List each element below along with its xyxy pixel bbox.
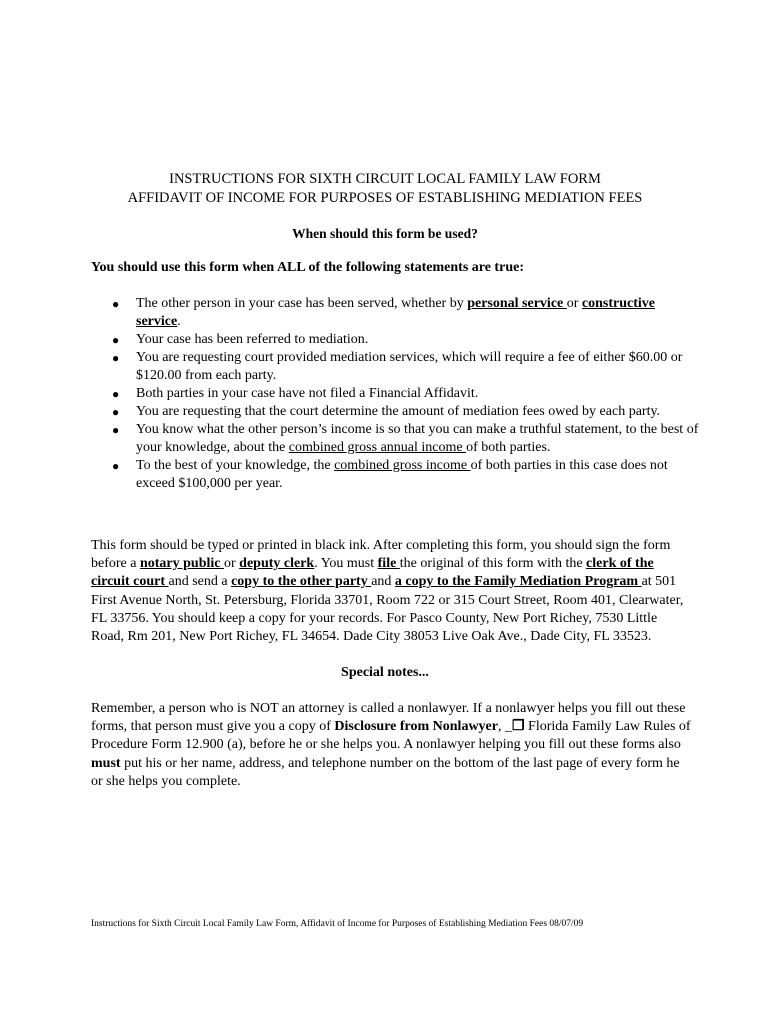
list-item: ● You know what the other person’s income is so that you can make a truthful statement, to the best of your knowledge, about the combined gross annual income of both parties. [112,422,699,455]
bullet-icon: ● [112,459,120,473]
link-file[interactable]: file [377,556,400,572]
link-copy-to-family-mediation-program[interactable]: a copy to the Family Mediation Program [394,574,642,590]
list-item: ● Your case has been referred to mediation. [112,332,369,347]
special-notes-heading: Special notes... [341,665,429,680]
bullet-icon: ● [112,423,120,437]
nonlawyer-notice-paragraph: Remember, a person who is NOT an attorney is called a nonlawyer. If a nonlawyer helps you fill out these forms, that person must give you a copy of Disclosure from Nonlawyer, _❐ Florida Family Law Rules of Procedure Form 12.900 (a), before he or she helps you. A nonlawyer helping you fill out these forms also must put his or her name, address, and telephone number on the bottom of the last page of every form he or she helps you complete. [91,701,691,789]
list-item: ● To the best of your knowledge, the combined gross income of both parties in this case does not exceed $100,000 per year. [112,458,668,491]
link-notary-public[interactable]: notary public [139,556,224,572]
list-item: ● The other person in your case has been served, whether by personal service or constructive service. [112,296,656,329]
link-constructive-service[interactable]: constructive service [136,296,656,329]
section-question: When should this form be used? [292,226,478,241]
page-footer: Instructions for Sixth Circuit Local Family Law Form, Affidavit of Income for Purposes of Establishing Mediation Fees 08/07/09 [91,919,584,929]
bullet-icon: ● [112,297,120,311]
list-item: ● You are requesting that the court determine the amount of mediation fees owed by each party. [112,404,661,419]
bullet-icon: ● [112,405,120,419]
bullet-icon: ● [112,351,120,365]
list-item: ● Both parties in your case have not filed a Financial Affidavit. [112,386,479,401]
title-line-1: INSTRUCTIONS FOR SIXTH CIRCUIT LOCAL FAMILY LAW FORM [169,171,601,187]
list-item: ● You are requesting court provided mediation services, which will require a fee of either $60.00 or $120.00 from each party. [112,350,683,383]
link-combined-gross-annual-income[interactable]: combined gross annual income [288,440,467,455]
emphasis-must: must [91,755,121,771]
intro-statement: You should use this form when ALL of the following statements are true: [91,260,524,275]
link-copy-to-other-party[interactable]: copy to the other party [231,574,372,590]
bullet-icon: ● [112,387,120,401]
criteria-list [110,295,700,493]
link-clerk-of-circuit-court[interactable]: clerk of the circuit court [91,556,654,590]
filing-instructions-paragraph: This form should be typed or printed in black ink. After completing this form, you should sign the form before a notary public or deputy clerk. You must file the original of this form with the clerk of the circuit court and send a copy to the other party and a copy to the Family Mediation Program at 501 First Avenue North, St. Petersburg, Florida 33701, Room 722 or 315 Court Street, Room 401, Clearwater, FL 33756. You should keep a copy for your records. For Pasco County, New Port Richey, 7530 Little Road, Rm 201, New Port Richey, FL 34654. Dade City 38053 Live Oak Ave., Dade City, FL 33523. [91,538,684,645]
link-personal-service[interactable]: personal service [467,296,567,311]
disclosure-form-name: Disclosure from Nonlawyer [334,719,498,735]
link-deputy-clerk[interactable]: deputy clerk [239,556,315,572]
checkbox-icon: ❐ [511,719,525,735]
title-line-2: AFFIDAVIT OF INCOME FOR PURPOSES OF ESTABLISHING MEDIATION FEES [127,190,643,206]
link-combined-gross-income[interactable]: combined gross income [334,458,471,473]
bullet-icon: ● [112,333,120,347]
